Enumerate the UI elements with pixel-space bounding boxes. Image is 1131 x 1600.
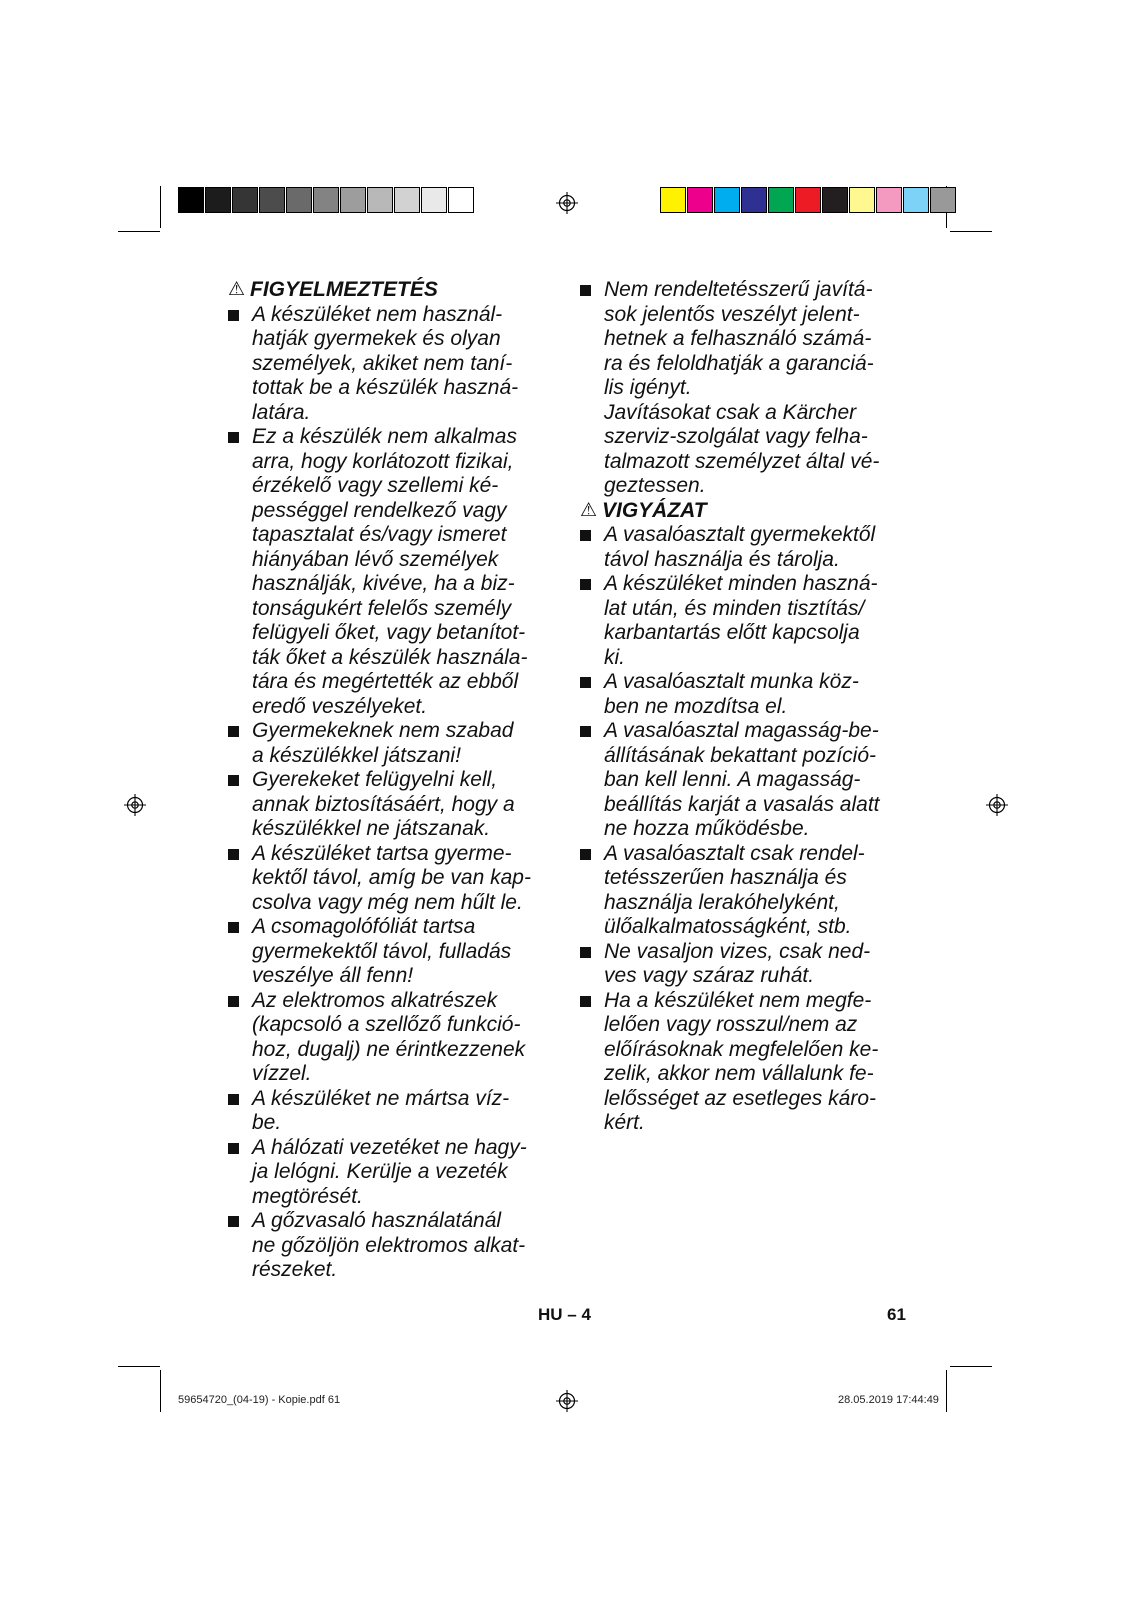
print-slug-file: 59654720_(04-19) - Kopie.pdf 61: [178, 1394, 341, 1406]
list-item: [580, 670, 900, 719]
square-bullet-icon: [580, 530, 591, 541]
list-item-line: annak biztosításáért, hogy a: [252, 792, 515, 816]
repair-note: [580, 401, 900, 499]
list-item: [228, 719, 548, 768]
list-item-line: használja lerakóhelyként,: [604, 890, 840, 914]
section-label: HU – 4: [538, 1305, 591, 1324]
warning-list: [228, 303, 548, 1283]
note-line: szerviz-szolgálat vagy felha-: [604, 425, 868, 448]
square-bullet-icon: [228, 996, 239, 1007]
list-item: [228, 1087, 548, 1136]
crop-mark-bottom-right-v: [946, 1370, 947, 1412]
caution-list: [580, 523, 900, 1136]
registration-mark-icon: [124, 794, 146, 816]
list-item: [580, 940, 900, 989]
list-item-line: sok jelentős veszélyt jelent-: [604, 302, 860, 326]
color-swatch: [394, 187, 420, 213]
list-item-line: zelik, akkor nem vállalunk fe-: [604, 1062, 874, 1085]
repair-list: [580, 278, 900, 401]
list-item-line: ja lelógni. Kerülje a vezeték: [252, 1160, 508, 1183]
warning-heading: [228, 278, 548, 303]
list-item-line: A készüléket tartsa gyerme-: [252, 841, 512, 865]
color-swatch: [903, 187, 929, 213]
note-line: Javításokat csak a Kärcher: [604, 400, 857, 424]
list-item-line: ne hozza működésbe.: [604, 817, 810, 840]
right-column: [580, 278, 900, 1136]
square-bullet-icon: [228, 922, 239, 933]
left-column: [228, 278, 548, 1283]
color-swatch: [660, 187, 686, 213]
warning-triangle-icon: ⚠: [228, 279, 246, 300]
list-item-line: kektől távol, amíg be van kap-: [252, 866, 531, 889]
list-item: [228, 1209, 548, 1283]
note-line: geztessen.: [604, 474, 706, 497]
note-line: talmazott személyzet által vé-: [604, 449, 880, 473]
list-item: [580, 572, 900, 670]
list-item-line: ben ne mozdítsa el.: [604, 694, 788, 718]
list-item-line: részeket.: [252, 1258, 338, 1281]
list-item-line: állításának bekattant pozíció-: [604, 743, 876, 767]
list-item-line: ra és feloldhatják a garanciá-: [604, 351, 874, 375]
list-item-line: ülőalkalmatosságként, stb.: [604, 915, 852, 938]
list-item-line: készülékkel ne játszanak.: [252, 817, 491, 840]
square-bullet-icon: [228, 1094, 239, 1105]
list-item-line: karbantartás előtt kapcsolja: [604, 621, 860, 644]
caution-heading-title: VIGYÁZAT: [602, 498, 707, 522]
list-item-line: A készüléket minden haszná-: [604, 572, 878, 595]
list-item-line: Ez a készülék nem alkalmas: [252, 425, 517, 448]
list-item-line: ki.: [604, 645, 625, 669]
list-item-line: lat után, és minden tisztítás/: [604, 596, 865, 620]
registration-mark-icon: [556, 1390, 578, 1412]
list-item-line: távol használja és tárolja.: [604, 547, 840, 571]
square-bullet-icon: [580, 285, 591, 296]
list-item-line: beállítás karját a vasalás alatt: [604, 792, 880, 816]
color-swatch: [367, 187, 393, 213]
grayscale-calibration-bar: [178, 187, 475, 213]
square-bullet-icon: [228, 775, 239, 786]
square-bullet-icon: [580, 677, 591, 688]
color-swatch: [205, 187, 231, 213]
square-bullet-icon: [228, 849, 239, 860]
list-item-line: Az elektromos alkatrészek: [252, 988, 498, 1012]
list-item-line: hatják gyermekek és olyan: [252, 327, 501, 350]
square-bullet-icon: [580, 996, 591, 1007]
color-swatch: [876, 187, 902, 213]
list-item: [580, 989, 900, 1136]
list-item-line: A vasalóasztalt munka köz-: [604, 670, 859, 693]
square-bullet-icon: [228, 432, 239, 443]
list-item-line: tetésszerűen használja és: [604, 866, 847, 889]
list-item-line: A gőzvasaló használatánál: [252, 1209, 502, 1232]
color-swatch: [421, 187, 447, 213]
list-item-line: A készüléket ne mártsa víz-: [252, 1086, 510, 1110]
list-item-line: ne gőzöljön elektromos alkat-: [252, 1233, 526, 1257]
crop-mark-top-left-h: [118, 231, 160, 232]
list-item: [228, 915, 548, 989]
square-bullet-icon: [228, 310, 239, 321]
list-item: [228, 989, 548, 1087]
list-item: [228, 1136, 548, 1210]
crop-mark-bottom-left-v: [160, 1370, 161, 1412]
list-item-line: megtörését.: [252, 1184, 363, 1208]
list-item-line: A vasalóasztal magasság-be-: [604, 719, 879, 742]
square-bullet-icon: [580, 947, 591, 958]
list-item-line: Nem rendeltetésszerű javítá-: [604, 278, 873, 301]
list-item: [580, 523, 900, 572]
list-item: [228, 768, 548, 842]
list-item-line: arra, hogy korlátozott fizikai,: [252, 449, 514, 473]
list-item-line: A csomagolófóliát tartsa: [252, 915, 476, 938]
list-item-line: lelősséget az esetleges káro-: [604, 1086, 876, 1110]
list-item-line: A vasalóasztalt csak rendel-: [604, 841, 865, 865]
square-bullet-icon: [580, 849, 591, 860]
list-item-line: Gyermekeknek nem szabad: [252, 719, 514, 742]
warning-triangle-icon: ⚠: [580, 499, 598, 521]
crop-mark-top-left-v: [160, 186, 161, 228]
warning-heading-title: FIGYELMEZTETÉS: [250, 278, 438, 301]
color-swatch: [849, 187, 875, 213]
list-item-line: tára és megértették az ebből: [252, 670, 519, 693]
list-item: [228, 303, 548, 426]
list-item-line: A készüléket nem használ-: [252, 302, 503, 326]
registration-mark-icon: [556, 192, 578, 214]
list-item-line: személyek, akiket nem taní-: [252, 351, 513, 375]
list-item-line: előírásoknak megfelelően ke-: [604, 1037, 879, 1061]
list-item: [228, 842, 548, 916]
caution-heading: [580, 499, 900, 524]
list-item-line: tottak be a készülék haszná-: [252, 376, 519, 399]
list-item-line: csolva vagy még nem hűlt le.: [252, 890, 523, 914]
list-item-line: vízzel.: [252, 1062, 312, 1085]
list-item-line: hiányában lévő személyek: [252, 547, 499, 571]
list-item-line: Ne vasaljon vizes, csak ned-: [604, 939, 871, 963]
list-item-line: (kapcsoló a szellőző funkció-: [252, 1013, 521, 1036]
list-item-line: Gyerekeket felügyelni kell,: [252, 768, 498, 791]
crop-mark-bottom-left-h: [118, 1366, 160, 1367]
list-item-line: A hálózati vezetéket ne hagy-: [252, 1135, 527, 1159]
square-bullet-icon: [580, 579, 591, 590]
square-bullet-icon: [228, 1216, 239, 1227]
list-item: [228, 425, 548, 719]
color-swatch: [822, 187, 848, 213]
list-item-line: Ha a készüléket nem megfe-: [604, 988, 872, 1012]
color-swatch: [286, 187, 312, 213]
print-slug-timestamp: 28.05.2019 17:44:49: [838, 1394, 939, 1406]
list-item-line: gyermekektől távol, fulladás: [252, 939, 512, 963]
color-swatch: [930, 187, 956, 213]
list-item-line: tonságukért felelős személy: [252, 596, 512, 620]
list-item: [580, 719, 900, 842]
color-swatch: [687, 187, 713, 213]
crop-mark-bottom-right-h: [950, 1366, 992, 1367]
color-swatch: [313, 187, 339, 213]
color-calibration-bar: [660, 187, 957, 213]
color-swatch: [178, 187, 204, 213]
list-item-line: lis igényt.: [604, 376, 692, 399]
color-swatch: [448, 187, 474, 213]
list-item-line: be.: [252, 1111, 282, 1134]
color-swatch: [340, 187, 366, 213]
square-bullet-icon: [228, 1143, 239, 1154]
list-item-line: latára.: [252, 400, 311, 424]
list-item-line: a készülékkel játszani!: [252, 743, 461, 767]
crop-mark-top-right-h: [950, 231, 992, 232]
color-swatch: [768, 187, 794, 213]
square-bullet-icon: [228, 726, 239, 737]
list-item-line: kért.: [604, 1111, 645, 1134]
color-swatch: [741, 187, 767, 213]
list-item-line: tapasztalat és/vagy ismeret: [252, 523, 507, 546]
list-item-line: hoz, dugalj) ne érintkezzenek: [252, 1037, 526, 1061]
list-item-line: ban kell lenni. A magasság-: [604, 768, 861, 791]
color-swatch: [714, 187, 740, 213]
list-item: [580, 278, 900, 401]
list-item: [580, 842, 900, 940]
color-swatch: [795, 187, 821, 213]
list-item-line: ták őket a készülék használa-: [252, 645, 528, 669]
list-item-line: hetnek a felhasználó számá-: [604, 327, 872, 350]
square-bullet-icon: [580, 726, 591, 737]
list-item-line: érzékelő vagy szellemi ké-: [252, 474, 499, 497]
color-swatch: [232, 187, 258, 213]
color-swatch: [259, 187, 285, 213]
page-number: 61: [887, 1305, 906, 1324]
list-item-line: lelően vagy rosszul/nem az: [604, 1013, 858, 1036]
list-item-line: használják, kivéve, ha a biz-: [252, 572, 515, 595]
list-item-line: A vasalóasztalt gyermekektől: [604, 523, 876, 546]
list-item-line: ves vagy száraz ruhát.: [604, 964, 815, 987]
list-item-line: pességgel rendelkező vagy: [252, 498, 507, 522]
list-item-line: eredő veszélyeket.: [252, 694, 428, 718]
registration-mark-icon: [986, 794, 1008, 816]
list-item-line: felügyeli őket, vagy betanítot-: [252, 621, 526, 644]
list-item-line: veszélye áll fenn!: [252, 964, 414, 987]
